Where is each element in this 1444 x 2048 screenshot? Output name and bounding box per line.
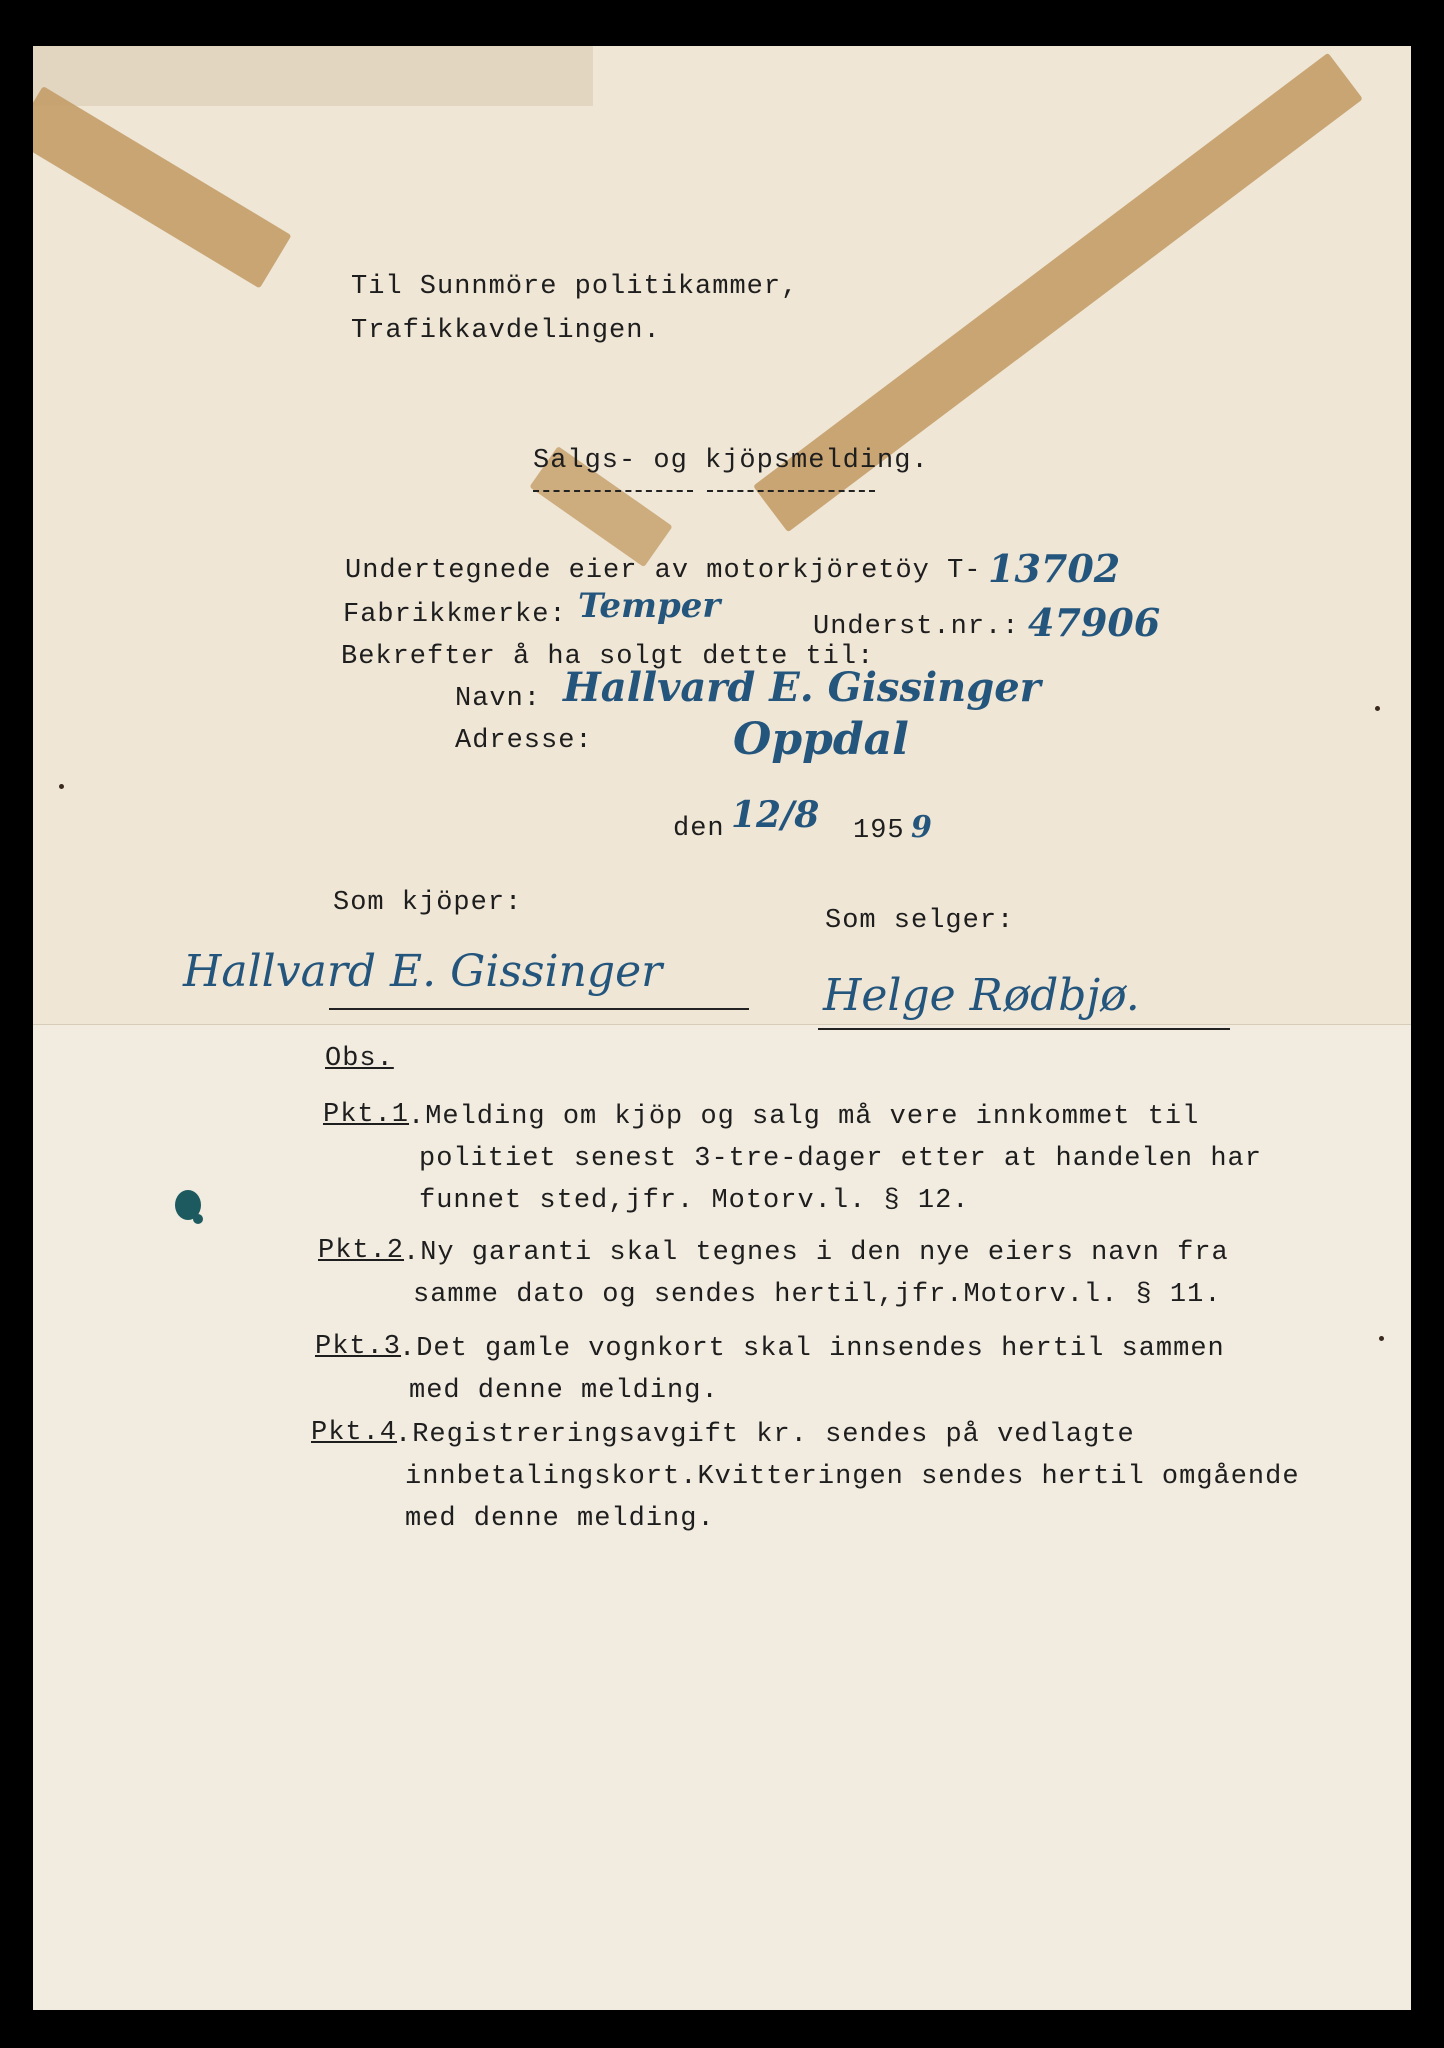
notes-heading: Obs. [325, 1044, 394, 1074]
buyer-signature: Hallvard E. Gissinger [183, 946, 663, 997]
note-1-label: Pkt.1 [323, 1100, 410, 1130]
paper-speck-1 [1375, 706, 1380, 711]
ink-blot-drop [193, 1214, 203, 1224]
note-3-line-2: med denne melding. [409, 1376, 719, 1406]
torn-edge [33, 46, 593, 106]
paper-speck-2 [1379, 1336, 1384, 1341]
title-underline-2 [707, 490, 875, 492]
note-1-line-2: politiet senest 3-tre-dager etter at handelen har [419, 1144, 1262, 1174]
addressee-line-2: Trafikkavdelingen. [351, 316, 661, 346]
title-underline-1 [533, 490, 693, 492]
seller-signature: Helge Rødbjø. [823, 970, 1140, 1021]
owner-label: Undertegnede eier av motorkjöretöy T- [345, 556, 982, 586]
chassis-label: Underst.nr.: [813, 612, 1020, 642]
buyer-label: Som kjöper: [333, 888, 523, 918]
seller-label: Som selger: [825, 906, 1015, 936]
note-1-line-3: funnet sted,jfr. Motorv.l. § 12. [419, 1186, 970, 1216]
addressee-line-1: Til Sunnmöre politikammer, [351, 272, 799, 302]
date-year-printed: 195 [853, 816, 905, 846]
note-4-line-1: .Registreringsavgift kr. sendes på vedlagte [395, 1420, 1135, 1450]
note-2-line-1: .Ny garanti skal tegnes i den nye eiers navn fra [403, 1238, 1229, 1268]
address-label: Adresse: [455, 726, 593, 756]
make-value: Temper [578, 586, 721, 626]
date-year-written: 9 [911, 810, 932, 845]
buyer-signature-line [329, 1008, 749, 1010]
confirm-label: Bekrefter å ha solgt dette til: [341, 642, 875, 672]
document-page [33, 46, 1411, 2010]
buyer-address-value: Oppdal [733, 714, 909, 765]
paper-speck-3 [59, 784, 64, 789]
note-2-label: Pkt.2 [318, 1236, 405, 1266]
date-day-month: 12/8 [731, 794, 820, 836]
name-label: Navn: [455, 684, 542, 714]
seller-signature-line [818, 1028, 1230, 1030]
chassis-number: 47906 [1028, 600, 1161, 645]
buyer-name-value: Hallvard E. Gissinger [563, 664, 1041, 711]
document-title: Salgs- og kjöpsmelding. [533, 446, 929, 476]
make-label: Fabrikkmerke: [343, 600, 567, 630]
note-3-line-1: .Det gamle vognkort skal innsendes hertil sammen [399, 1334, 1225, 1364]
note-3-label: Pkt.3 [315, 1332, 402, 1362]
date-prefix: den [673, 814, 725, 844]
note-4-line-3: med denne melding. [405, 1504, 715, 1534]
note-4-line-2: innbetalingskort.Kvitteringen sendes hertil omgående [405, 1462, 1300, 1492]
registration-number: 13702 [988, 546, 1121, 591]
note-1-line-1: .Melding om kjöp og salg må vere innkommet til [408, 1102, 1200, 1132]
note-4-label: Pkt.4 [311, 1418, 398, 1448]
tape-strip-left [33, 86, 292, 289]
note-2-line-2: samme dato og sendes hertil,jfr.Motorv.l. § 11. [413, 1280, 1222, 1310]
